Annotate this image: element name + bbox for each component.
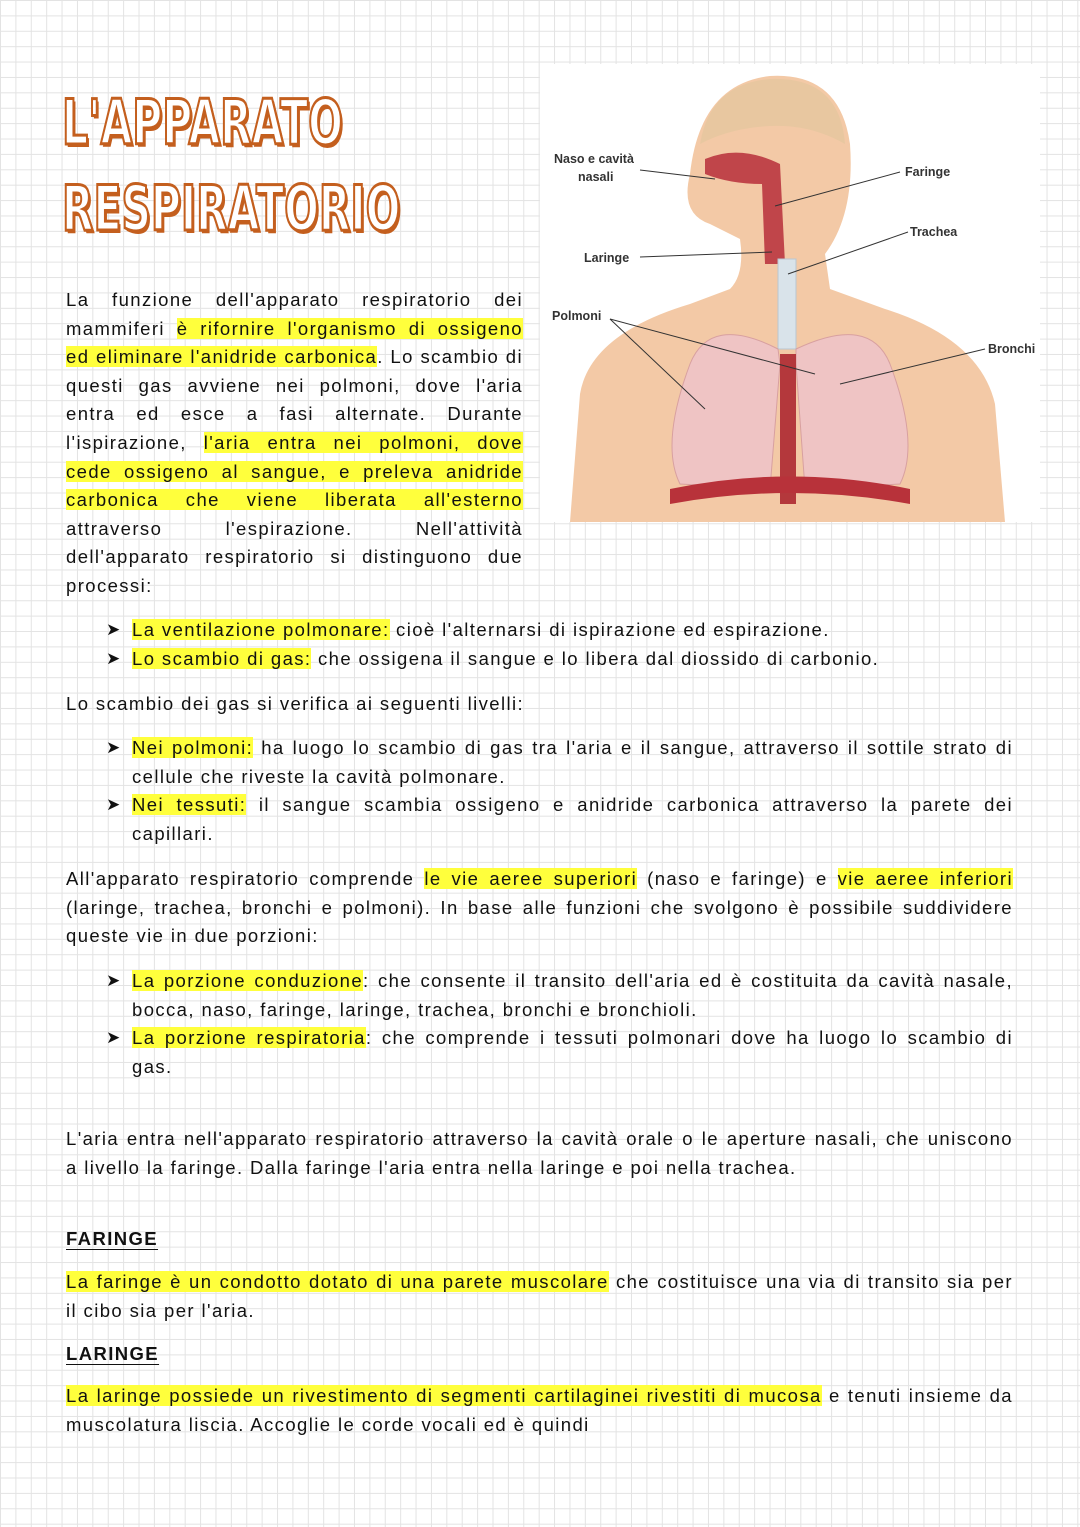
levels-intro: Lo scambio dei gas si verifica ai seguenti livelli: xyxy=(66,693,525,714)
list-item: ➤ La porzione conduzione: che consente il transito dell'aria ed è costituita da cavità nasale, bocca, naso, faringe, laringe, trachea, bronchi e bronchioli. xyxy=(66,967,1013,1024)
respiratory-system-diagram xyxy=(540,64,1040,522)
laringe-heading: LARINGE xyxy=(66,1343,160,1364)
highlight: l'aria entra nei polmoni, dove cede ossigeno al sangue, e preleva anidride carbonica che viene liberata all'esterno xyxy=(66,431,524,511)
air-path-paragraph: L'aria entra nell'apparato respiratorio attraverso la cavità orale o le aperture nasali, che uniscono a livello la faringe. Dalla faringe l'aria entra nella laringe e poi nella trachea. xyxy=(66,1128,1013,1178)
faringe-paragraph: La faringe è un condotto dotato di una parete muscolare che costituisce una via di transito sia per il cibo sia per l'aria. xyxy=(66,1271,1013,1321)
label-bronchi: Bronchi xyxy=(988,342,1036,356)
levels-list xyxy=(66,734,1013,848)
laringe-paragraph: La laringe possiede un rivestimento di segmenti cartilaginei rivestiti di mucosa e tenuti insieme da muscolatura liscia. Accoglie le corde vocali ed è quindi xyxy=(66,1385,1013,1435)
label-faringe: Faringe xyxy=(905,165,951,179)
label-laringe: Laringe xyxy=(584,251,630,265)
page-title: L'APPARATO RESPIRATORIO xyxy=(62,86,401,245)
label-nasali: nasali xyxy=(578,170,614,184)
list-item: ➤ La ventilazione polmonare: cioè l'alternarsi di ispirazione ed espirazione. xyxy=(66,616,1013,645)
vie-paragraph: All'apparato respiratorio comprende le vie aeree superiori (naso e faringe) e vie aeree inferiori (laringe, trachea, bronchi e polmoni). In base alle funzioni che svolgono è possibile suddividere queste vie in due porzioni: xyxy=(66,868,1013,947)
portions-list xyxy=(66,967,1013,1081)
highlight: è rifornire l'organismo di ossigeno ed eliminare l'anidride carbonica xyxy=(66,317,523,368)
label-trachea: Trachea xyxy=(910,225,958,239)
list-item: ➤ Nei tessuti: il sangue scambia ossigeno e anidride carbonica attraverso la parete dei capillari. xyxy=(66,791,1013,848)
intro-paragraph: La funzione dell'apparato respiratorio dei mammiferi è rifornire l'organismo di ossigeno ed eliminare l'anidride carbonica. Lo scambio di questi gas avviene nei polmoni, dove l'aria entra ed esce a fasi alternate. Durante l'ispirazione, l'aria entra nei polmoni, dove cede ossigeno al sangue, e preleva anidride carbonica che viene liberata all'esterno attraverso l'espirazione. Nell'attività dell'apparato respiratorio si distinguono due processi: xyxy=(66,289,524,596)
label-polmoni: Polmoni xyxy=(552,309,602,323)
faringe-heading: FARINGE xyxy=(66,1228,159,1249)
list-item: ➤ Nei polmoni: ha luogo lo scambio di gas tra l'aria e il sangue, attraverso il sottile strato di cellule che riveste la cavità polmonare. xyxy=(66,734,1013,791)
list-item: ➤ La porzione respiratoria: che comprende i tessuti polmonari dove ha luogo lo scambio di gas. xyxy=(66,1024,1013,1081)
processes-list xyxy=(66,616,1013,673)
list-item: ➤ Lo scambio di gas: che ossigena il sangue e lo libera dal diossido di carbonio. xyxy=(66,645,1013,674)
label-naso: Naso e cavità xyxy=(554,152,634,166)
